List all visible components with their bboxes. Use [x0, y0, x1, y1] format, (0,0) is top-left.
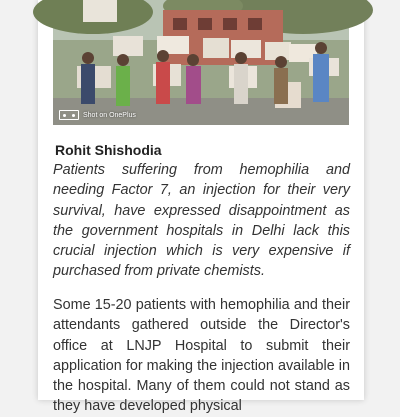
- protest-photo[interactable]: [53, 0, 349, 125]
- article-lead: Patients suffering from hemophilia and needing Factor 7, an injection for their very survival, have expressed disappointment as the government hospitals in Delhi lack this crucial injection which is very expensive if purchased from private chemists.: [53, 162, 350, 280]
- article-card: [38, 0, 364, 415]
- protest-photo-illustration: [53, 0, 349, 125]
- watermark-text: Shot on OnePlus: [83, 111, 136, 119]
- author-name: Rohit Shishodia: [55, 142, 162, 158]
- article-body: Some 15-20 patients with hemophilia and their attendants gathered outside the Director's office at LNJP Hospital to submit their application for making the injection available in the hospital. Many of them could not stand as they have developed physical: [53, 297, 350, 415]
- photo-watermark: [59, 110, 136, 120]
- camera-icon: [59, 110, 79, 120]
